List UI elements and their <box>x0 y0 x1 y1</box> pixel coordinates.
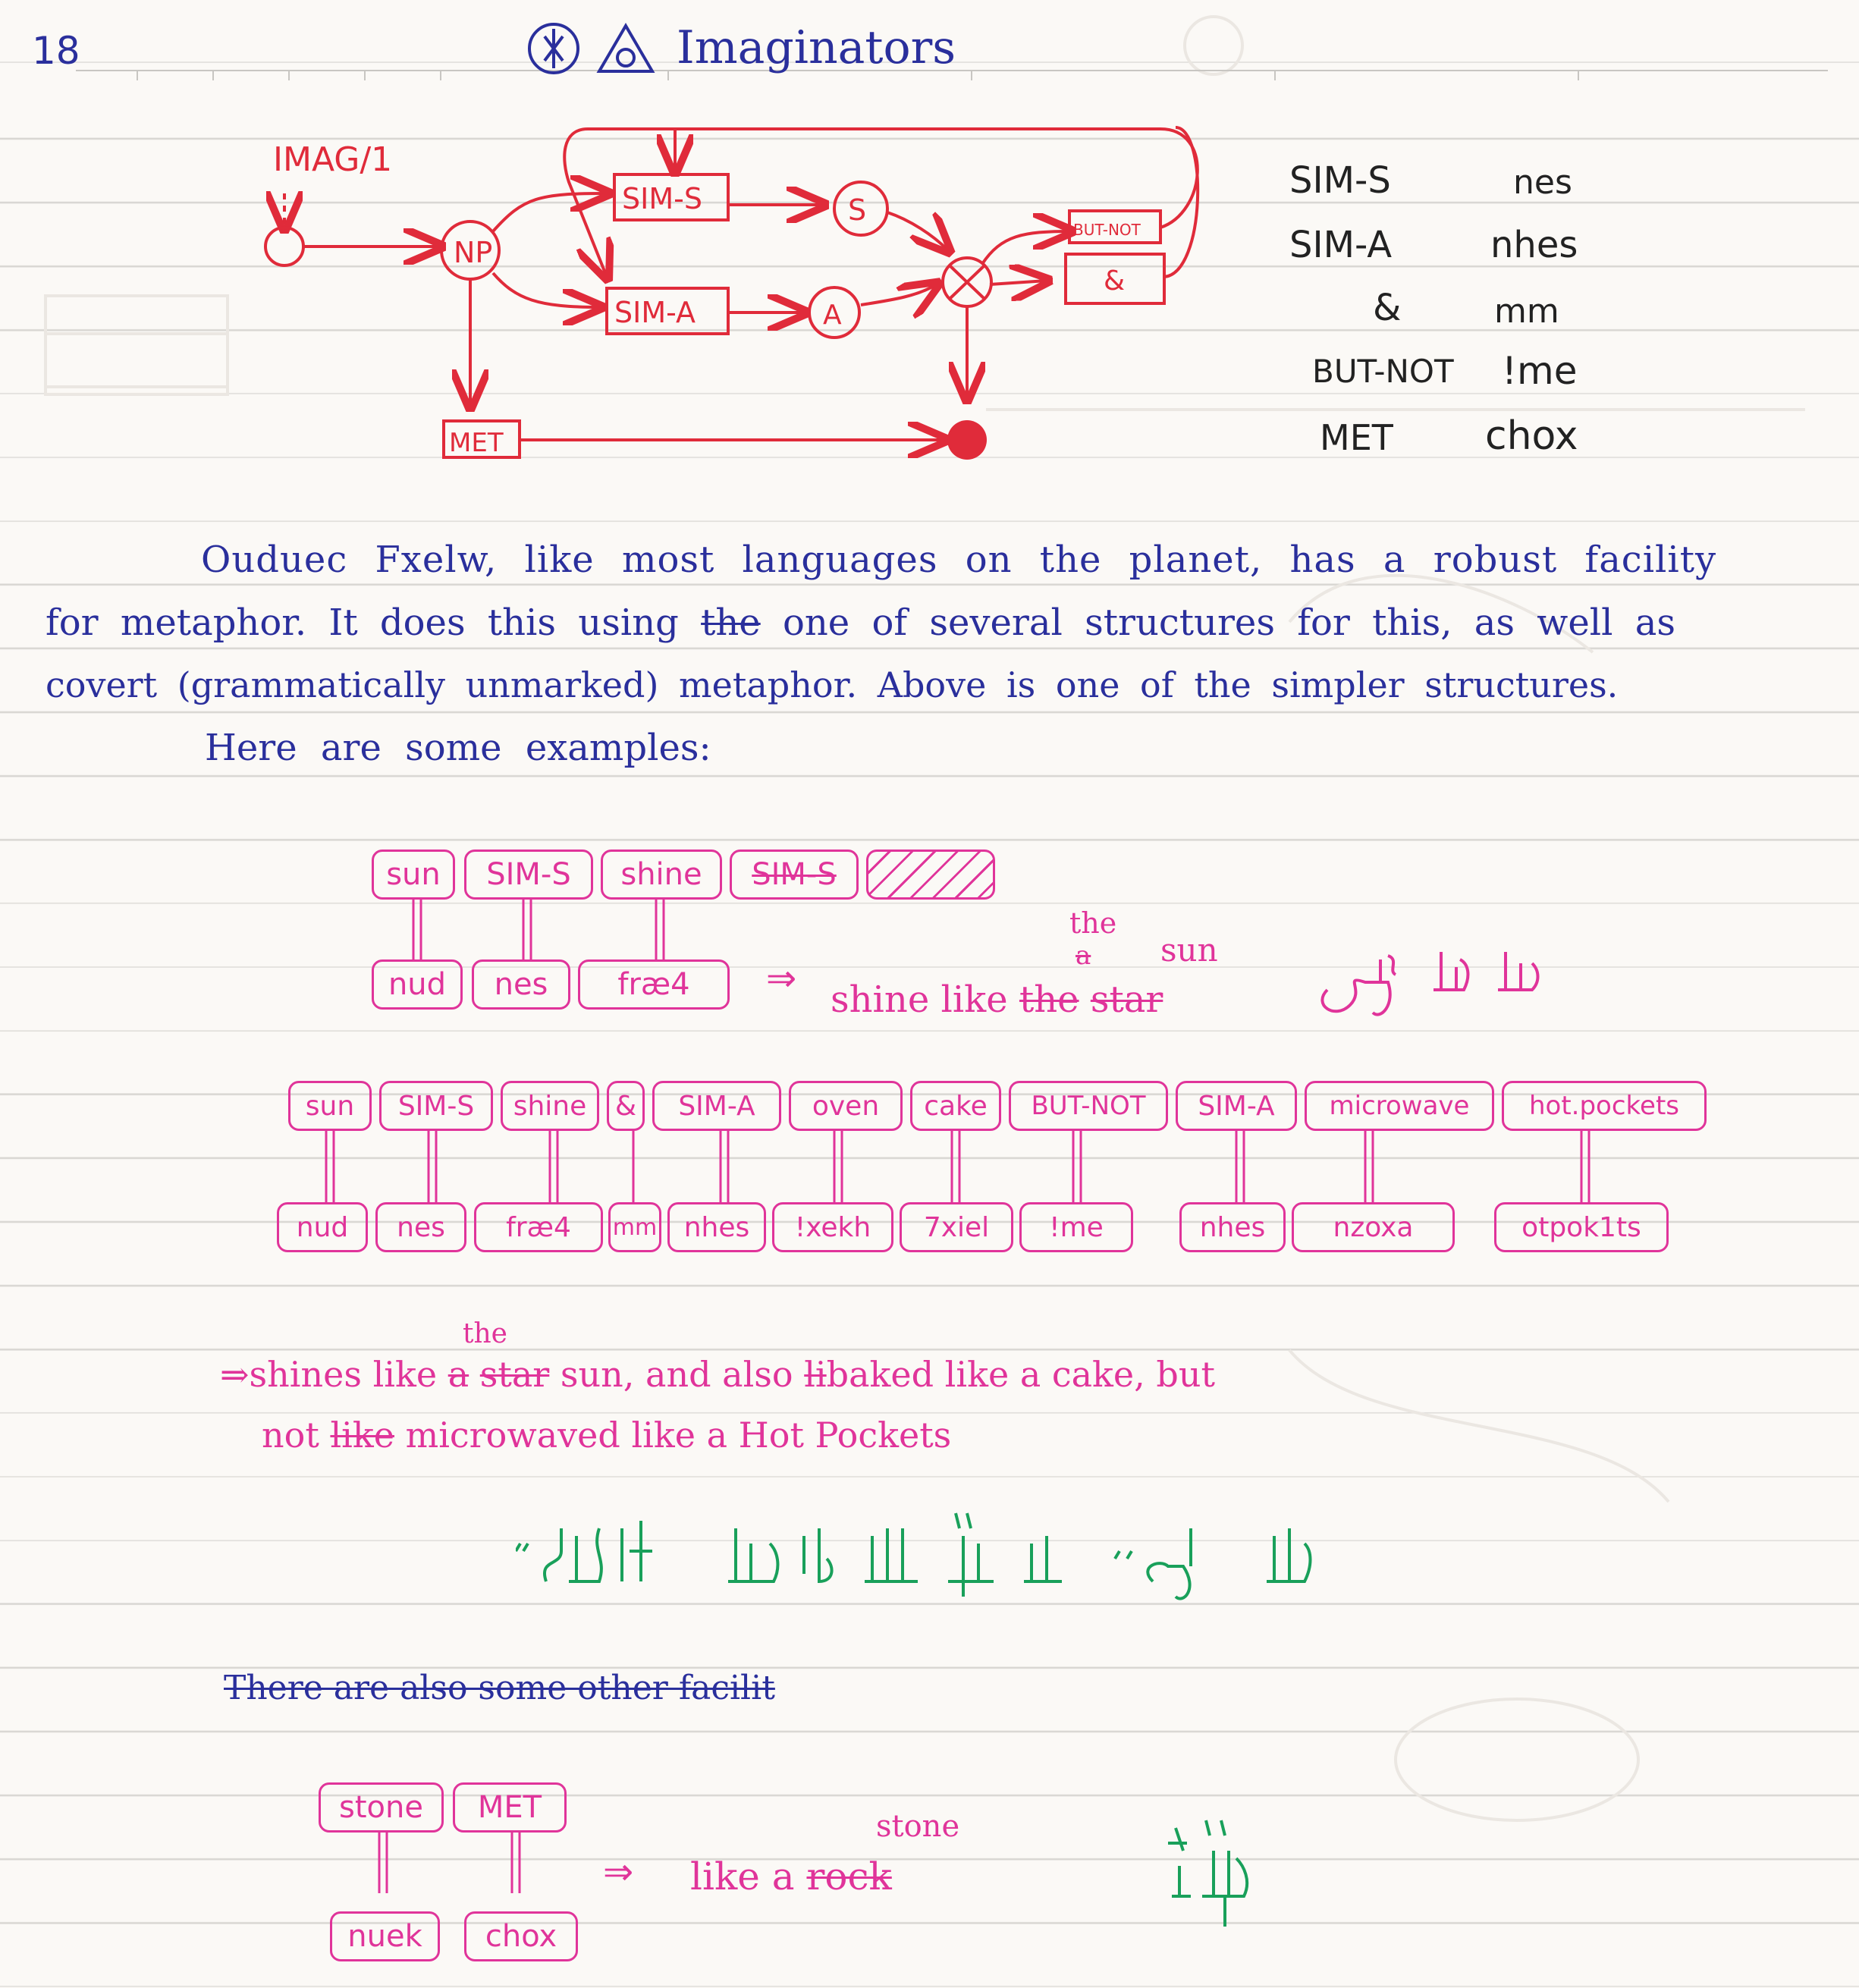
gloss-cell-hatched <box>866 850 995 900</box>
header-glyph-icons <box>523 18 667 79</box>
ruler-tick <box>1578 70 1579 80</box>
gloss-cell: fræ4 <box>474 1202 603 1252</box>
start-node <box>265 228 303 265</box>
insert-the: the <box>463 1318 507 1349</box>
native-script-icon <box>1312 929 1562 1028</box>
paragraph-line: Here are some examples: <box>205 727 711 769</box>
gloss-cell: nuek <box>330 1911 440 1961</box>
paragraph-line: covert (grammatically unmarked) metaphor. Above is one of the simpler structures. <box>46 664 1619 705</box>
gloss-cell: sun <box>372 850 455 900</box>
translation-line: not like microwaved like a Hot Pockets <box>262 1415 952 1456</box>
gloss-cell: SIM-A <box>1176 1081 1297 1131</box>
gloss-cell: & <box>607 1081 645 1131</box>
gloss-cell: !xekh <box>772 1202 893 1252</box>
insert-stone: stone <box>876 1809 960 1844</box>
gloss-connectors <box>288 1131 1714 1203</box>
legend-key: SIM-S <box>1289 159 1391 202</box>
page-title: Imaginators <box>677 21 956 74</box>
legend-value: nes <box>1513 163 1572 202</box>
gloss-cell: stone <box>319 1782 444 1833</box>
gloss-connectors <box>372 900 690 960</box>
gloss-cell: nud <box>277 1202 368 1252</box>
gloss-cell: BUT-NOT <box>1009 1081 1168 1131</box>
ruler-tick <box>971 70 972 80</box>
ruler-tick <box>364 70 366 80</box>
gloss-cell: nes <box>375 1202 466 1252</box>
paragraph-line: Ouduec Fxelw, like most languages on the planet, has a robust facility <box>201 539 1717 581</box>
gloss-cell: nud <box>372 959 463 1010</box>
gloss-cell: fræ4 <box>578 959 730 1010</box>
ruler-tick <box>288 70 290 80</box>
legend-key: MET <box>1320 417 1393 458</box>
gloss-cell: nzoxa <box>1292 1202 1455 1252</box>
gloss-cell: SIM-S <box>379 1081 493 1131</box>
ruler-tick <box>137 70 138 80</box>
gloss-cell: shine <box>601 850 722 900</box>
page-number: 18 <box>32 29 80 73</box>
translation-line: ⇒shines like a star sun, and also libaked like a cake, but <box>220 1354 1215 1395</box>
gloss-connectors <box>319 1833 546 1893</box>
gloss-cell: nes <box>472 959 570 1010</box>
paragraph-line: for metaphor. It does this using the one of several structures for this, as well as <box>46 601 1675 644</box>
gloss-cell: nhes <box>1179 1202 1286 1252</box>
ruler-tick <box>1274 70 1276 80</box>
end-node <box>947 420 987 460</box>
gloss-cell: microwave <box>1305 1081 1494 1131</box>
translation: shine like the star <box>831 978 1163 1021</box>
arrow: ⇒ <box>766 957 797 1000</box>
legend-value: !me <box>1502 349 1578 393</box>
s-label: S <box>848 193 867 227</box>
translation: like a rock <box>690 1855 892 1898</box>
legend-key: & <box>1373 287 1402 329</box>
insert-the: the <box>1069 906 1117 940</box>
sim-s-label: SIM-S <box>622 182 702 215</box>
ruler-tick <box>667 70 669 80</box>
gloss-cell: 7xiel <box>900 1202 1013 1252</box>
met-label: MET <box>449 428 504 458</box>
gloss-cell: SIM-A <box>652 1081 781 1131</box>
sim-a-label: SIM-A <box>614 296 696 329</box>
ruler-tick <box>440 70 441 80</box>
insert-a-struck: a <box>1076 941 1091 971</box>
grammar-flow-diagram <box>250 114 1229 470</box>
gloss-cell: MET <box>453 1782 567 1833</box>
gloss-cell: shine <box>501 1081 599 1131</box>
gloss-cell: mm <box>608 1202 661 1252</box>
insert-sun: sun <box>1160 931 1218 969</box>
gloss-cell: chox <box>464 1911 578 1961</box>
native-script-icon <box>516 1498 1358 1612</box>
legend-value: mm <box>1494 292 1559 331</box>
gloss-cell: otpok1ts <box>1494 1202 1669 1252</box>
a-label: A <box>823 300 842 331</box>
native-script-icon <box>1160 1805 1282 1934</box>
legend-key: SIM-A <box>1289 224 1393 266</box>
but-not-label: BUT-NOT <box>1073 221 1141 239</box>
np-label: NP <box>454 236 493 269</box>
legend-value: chox <box>1485 413 1578 459</box>
gloss-cell: cake <box>910 1081 1001 1131</box>
gloss-cell: oven <box>789 1081 903 1131</box>
ruler-tick <box>212 70 214 80</box>
start-label: IMAG/1 <box>273 140 393 179</box>
arrow: ⇒ <box>603 1851 634 1893</box>
gloss-cell: nhes <box>667 1202 766 1252</box>
struck-sentence: There are also some other facilit <box>224 1669 775 1707</box>
gloss-cell-struck: SIM-S <box>730 850 859 900</box>
legend-key: BUT-NOT <box>1312 353 1454 390</box>
gloss-cell: hot.pockets <box>1502 1081 1707 1131</box>
gloss-cell: SIM-S <box>464 850 593 900</box>
legend-value: nhes <box>1490 224 1578 266</box>
and-label: & <box>1104 265 1126 297</box>
gloss-cell: !me <box>1019 1202 1133 1252</box>
gloss-cell: sun <box>288 1081 372 1131</box>
